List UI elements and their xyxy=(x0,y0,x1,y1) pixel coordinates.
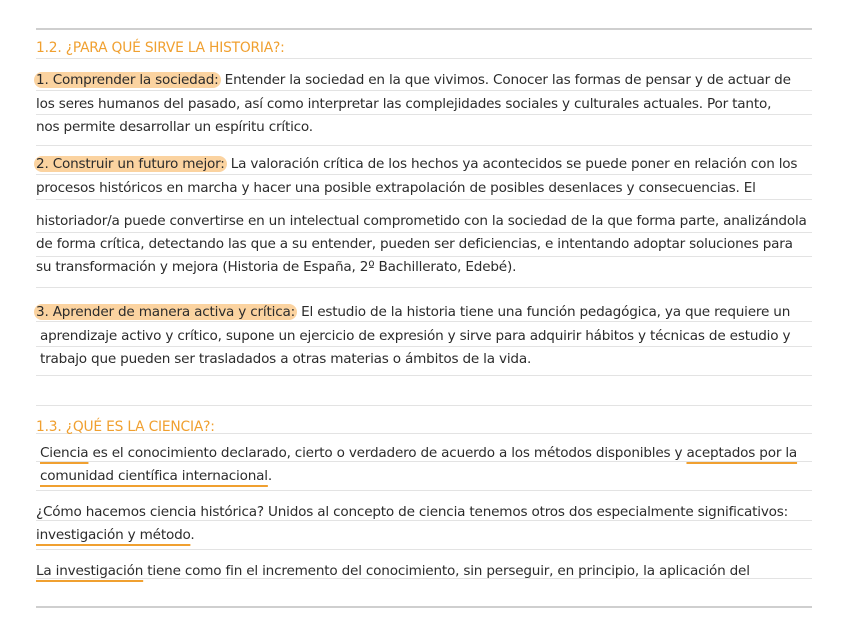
bottom-rule xyxy=(36,606,812,608)
item-2-line-2: procesos históricos en marcha y hacer una posible extrapolación de posibles desenlaces y consecuencias. El xyxy=(36,180,756,196)
heading-text: 1.3. ¿QUÉ ES LA CIENCIA?: xyxy=(36,419,215,435)
heading-text: 1.2. ¿PARA QUÉ SIRVE LA HISTORIA?: xyxy=(36,40,285,56)
paragraph-text: . xyxy=(190,527,195,543)
underlined-term: investigación y método xyxy=(36,527,191,543)
item-2-line-3: historiador/a puede convertirse en un intelectual comprometido con la sociedad de la que forma parte, analizándola xyxy=(36,213,807,229)
ruled-line xyxy=(36,174,812,175)
ruled-line xyxy=(36,90,812,91)
item-3-line xyxy=(36,303,814,321)
paragraph-text: . xyxy=(267,468,272,484)
ruled-line xyxy=(36,375,812,376)
item-3-label: 3. Aprender de manera activa y crítica: xyxy=(36,304,295,320)
item-2-text: La valoración crítica de los hechos ya acontecidos se puede poner en relación con los xyxy=(226,156,798,172)
item-3-line-2: aprendizaje activo y crítico, supone un ejercicio de expresión y sirve para adquirir hábitos y técnicas de estudio y xyxy=(40,328,791,344)
ruled-line xyxy=(36,405,812,406)
method-paragraph-line-2 xyxy=(36,526,814,544)
ruled-line xyxy=(36,321,812,322)
ruled-line xyxy=(36,287,812,288)
science-paragraph-line-1 xyxy=(40,444,818,462)
section-heading-1-3 xyxy=(36,418,814,436)
item-3-text: El estudio de la historia tiene una función pedagógica, ya que requiere un xyxy=(297,304,791,320)
item-3-line-3: trabajo que pueden ser trasladados a otras materias o ámbitos de la vida. xyxy=(40,351,532,367)
item-1-line xyxy=(36,71,814,89)
item-2-line xyxy=(36,155,814,173)
section-heading-1-2 xyxy=(36,39,814,57)
research-paragraph-line-1 xyxy=(36,562,814,580)
ruled-line xyxy=(36,114,812,115)
paragraph-text: es el conocimiento declarado, cierto o verdadero de acuerdo a los métodos disponibles y xyxy=(88,445,687,461)
ruled-line xyxy=(36,58,812,59)
top-rule xyxy=(36,28,812,30)
item-1-line-2: los seres humanos del pasado, así como interpretar las complejidades sociales y culturales actuales. Por tanto, xyxy=(36,96,772,112)
item-1-text: Entender la sociedad en la que vivimos. Conocer las formas de pensar y de actuar de xyxy=(220,72,791,88)
ruled-line xyxy=(36,199,812,200)
science-paragraph-line-2 xyxy=(40,467,818,485)
ruled-line xyxy=(36,490,812,491)
underlined-term: comunidad científica internacional xyxy=(40,468,268,484)
ruled-line xyxy=(36,145,812,146)
item-1-label: 1. Comprender la sociedad: xyxy=(36,72,219,88)
ruled-line xyxy=(36,346,812,347)
underlined-term: Ciencia xyxy=(40,445,89,461)
underlined-term: aceptados por la xyxy=(686,445,798,461)
item-2-line-5: su transformación y mejora (Historia de España, 2º Bachillerato, Edebé). xyxy=(36,259,517,275)
ruled-line xyxy=(36,549,812,550)
ruled-line xyxy=(36,256,812,257)
method-paragraph-line-1: ¿Cómo hacemos ciencia histórica? Unidos al concepto de ciencia tenemos otros dos especialmente significativos: xyxy=(36,504,789,520)
underlined-term: La investigación xyxy=(36,563,144,579)
item-2-label: 2. Construir un futuro mejor: xyxy=(36,156,225,172)
ruled-line xyxy=(36,232,812,233)
item-1-line-3: nos permite desarrollar un espíritu crítico. xyxy=(36,119,313,135)
item-2-line-4: de forma crítica, detectando las que a su entender, pueden ser deficiencias, e intentando adoptar soluciones para xyxy=(36,236,793,252)
paragraph-text: tiene como fin el incremento del conocimiento, sin perseguir, en principio, la aplicación del xyxy=(143,563,750,579)
